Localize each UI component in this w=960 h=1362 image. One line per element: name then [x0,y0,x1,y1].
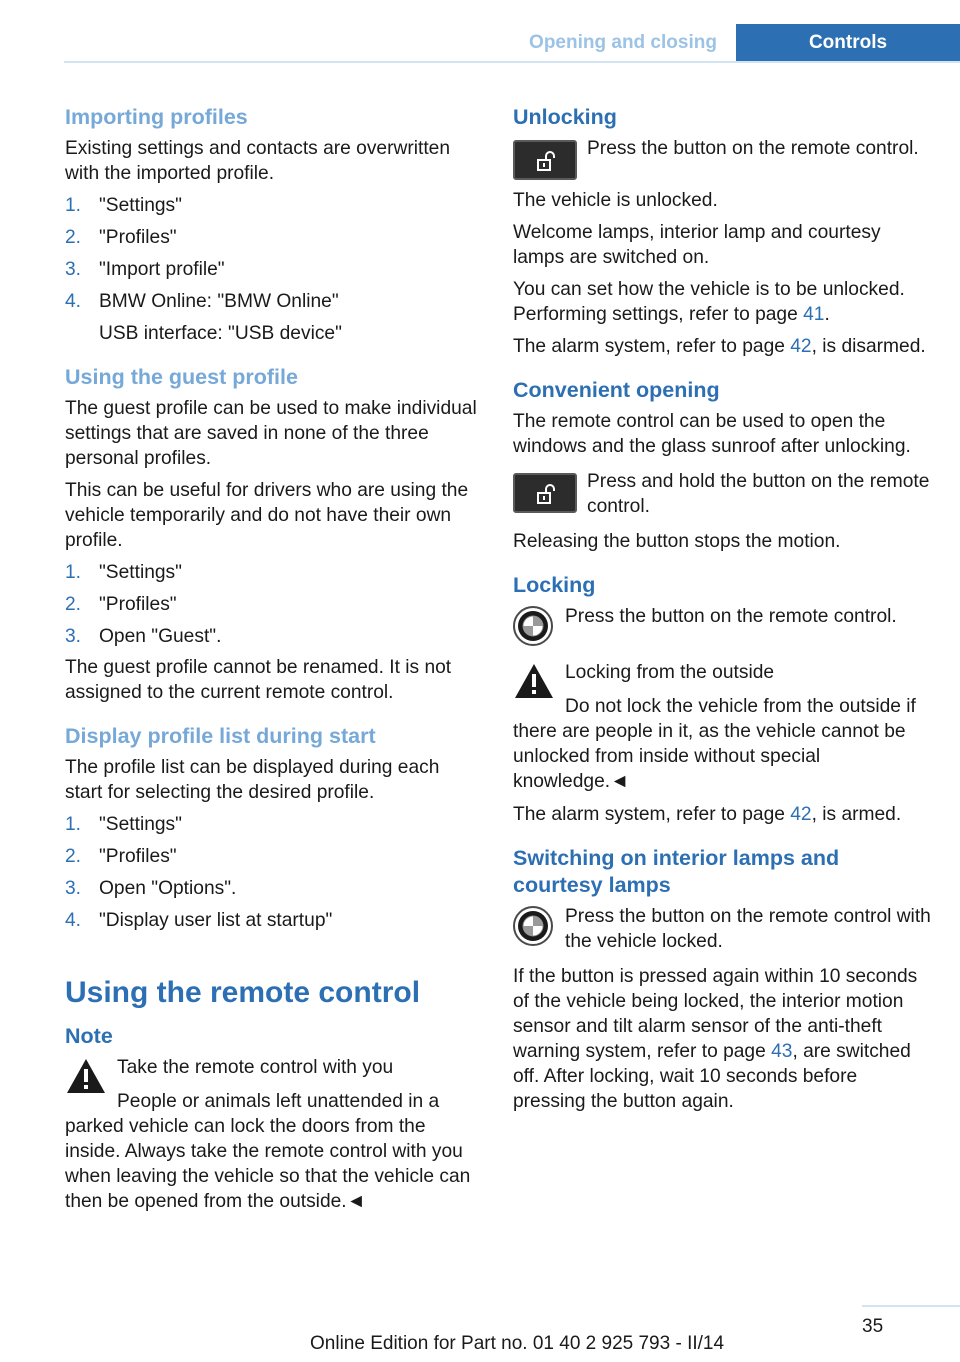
importing-profiles-heading: Importing profiles [65,105,248,129]
list-item: 3. Open "Guest". [65,626,222,647]
unlocking-p2: Welcome lamps, interior lamp and courtesy lamps are switched on. [513,222,881,268]
display-list-intro: The profile list can be displayed during each start for selecting the desired profile. [65,757,440,803]
interior-lamps-heading: Switching on interior lamps and courtesy lamps [513,846,840,897]
list-item: 2. "Profiles" [65,594,177,615]
unlock-instruction-text: Press the button on the remote control. [587,138,919,159]
guest-note: The guest profile cannot be renamed. It is not assigned to the current remote control. [65,657,452,703]
convenient-opening-heading: Convenient opening [513,378,720,402]
lock-instruction-text: Press the button on the remote control. [565,606,897,627]
note-heading: Note [65,1024,113,1048]
list-item: 4. BMW Online: "BMW Online" USB interface: "USB device" [65,291,342,344]
footer-rule [862,1305,960,1307]
footer-edition: Online Edition for Part no. 01 40 2 925 793 - II/14 [310,1333,725,1354]
list-item: 2. "Profiles" [65,227,177,248]
header-section-tab: Opening and closing [529,32,717,53]
page-link-42[interactable]: 42 [790,804,812,825]
importing-steps [65,193,477,346]
warning-icon [513,662,555,700]
page-link-41[interactable]: 41 [803,304,825,325]
convenient-instruction-text: Press and hold the button on the remote control. [587,471,930,517]
convenient-intro: The remote control can be used to open the windows and the glass sunroof after unlocking. [513,411,911,457]
convenient-instruction [513,469,933,519]
list-item: 2. "Profiles" [65,846,177,867]
header-rule [64,61,960,63]
unlocking-p1: The vehicle is unlocked. [513,190,718,211]
unlocking-p3: You can set how the vehicle is to be unlocked. Performing settings, refer to page 41. [513,279,905,325]
locking-alarm: The alarm system, refer to page 42, is armed. [513,804,902,825]
list-item: 1. "Settings" [65,195,182,216]
display-list-steps [65,812,477,933]
guest-profile-heading: Using the guest profile [65,365,298,389]
header-chapter-tab: Controls [736,24,960,62]
convenient-release: Releasing the button stops the motion. [513,531,841,552]
unlocking-p4: The alarm system, refer to page 42, is disarmed. [513,336,926,357]
page-number: 35 [862,1316,884,1337]
page-link-43[interactable]: 43 [771,1041,793,1062]
unlock-button-icon [513,140,577,180]
guest-steps [65,560,477,649]
bmw-logo-button-icon [513,906,553,946]
lamps-p1: If the button is pressed again within 10 seconds of the vehicle being locked, the interior motion sensor and tilt alarm sensor of the anti-theft warning system, refer to page 43, are switched off. After locking, wait 10 seconds before pressing the button again. [513,966,918,1112]
bmw-logo-button-icon [513,606,553,646]
remote-control-title: Using the remote control [65,976,421,1009]
unlocking-heading: Unlocking [513,105,617,129]
guest-p1: The guest profile can be used to make individual settings that are saved in none of the three personal profiles. [65,398,477,469]
unlock-instruction [513,136,933,180]
display-list-heading: Display profile list during start [65,724,376,748]
right-column [513,104,933,1121]
locking-warning-title: Locking from the outside [565,662,775,683]
warning-icon [65,1057,107,1095]
remote-warning [65,1055,477,1214]
list-item: 1. "Settings" [65,562,182,583]
list-item: 1. "Settings" [65,814,182,835]
page-link-42[interactable]: 42 [790,336,812,357]
remote-warning-title: Take the remote control with you [117,1057,394,1078]
guest-p2: This can be useful for drivers who are using the vehicle temporarily and do not have their own profile. [65,480,469,551]
locking-warning-text: Do not lock the vehicle from the outside if there are people in it, as the vehicle cannot be unlocked from inside without special knowledge.◄ [513,696,916,792]
locking-heading: Locking [513,573,596,597]
left-column [65,104,477,1222]
list-item: 4. "Display user list at startup" [65,910,333,931]
remote-warning-text: People or animals left unattended in a parked vehicle can lock the doors from the inside. Always take the remote control with you when leaving the vehicle so that the vehicle can then be opened from the outside.◄ [65,1091,471,1212]
list-item: 3. Open "Options". [65,878,237,899]
unlock-button-icon [513,473,577,513]
lamps-instruction [513,904,933,954]
lamps-instruction-text: Press the button on the remote control with the vehicle locked. [565,906,931,952]
importing-intro: Existing settings and contacts are overwritten with the imported profile. [65,138,451,184]
locking-warning [513,660,933,794]
list-item: 3. "Import profile" [65,259,225,280]
lock-instruction [513,604,933,646]
